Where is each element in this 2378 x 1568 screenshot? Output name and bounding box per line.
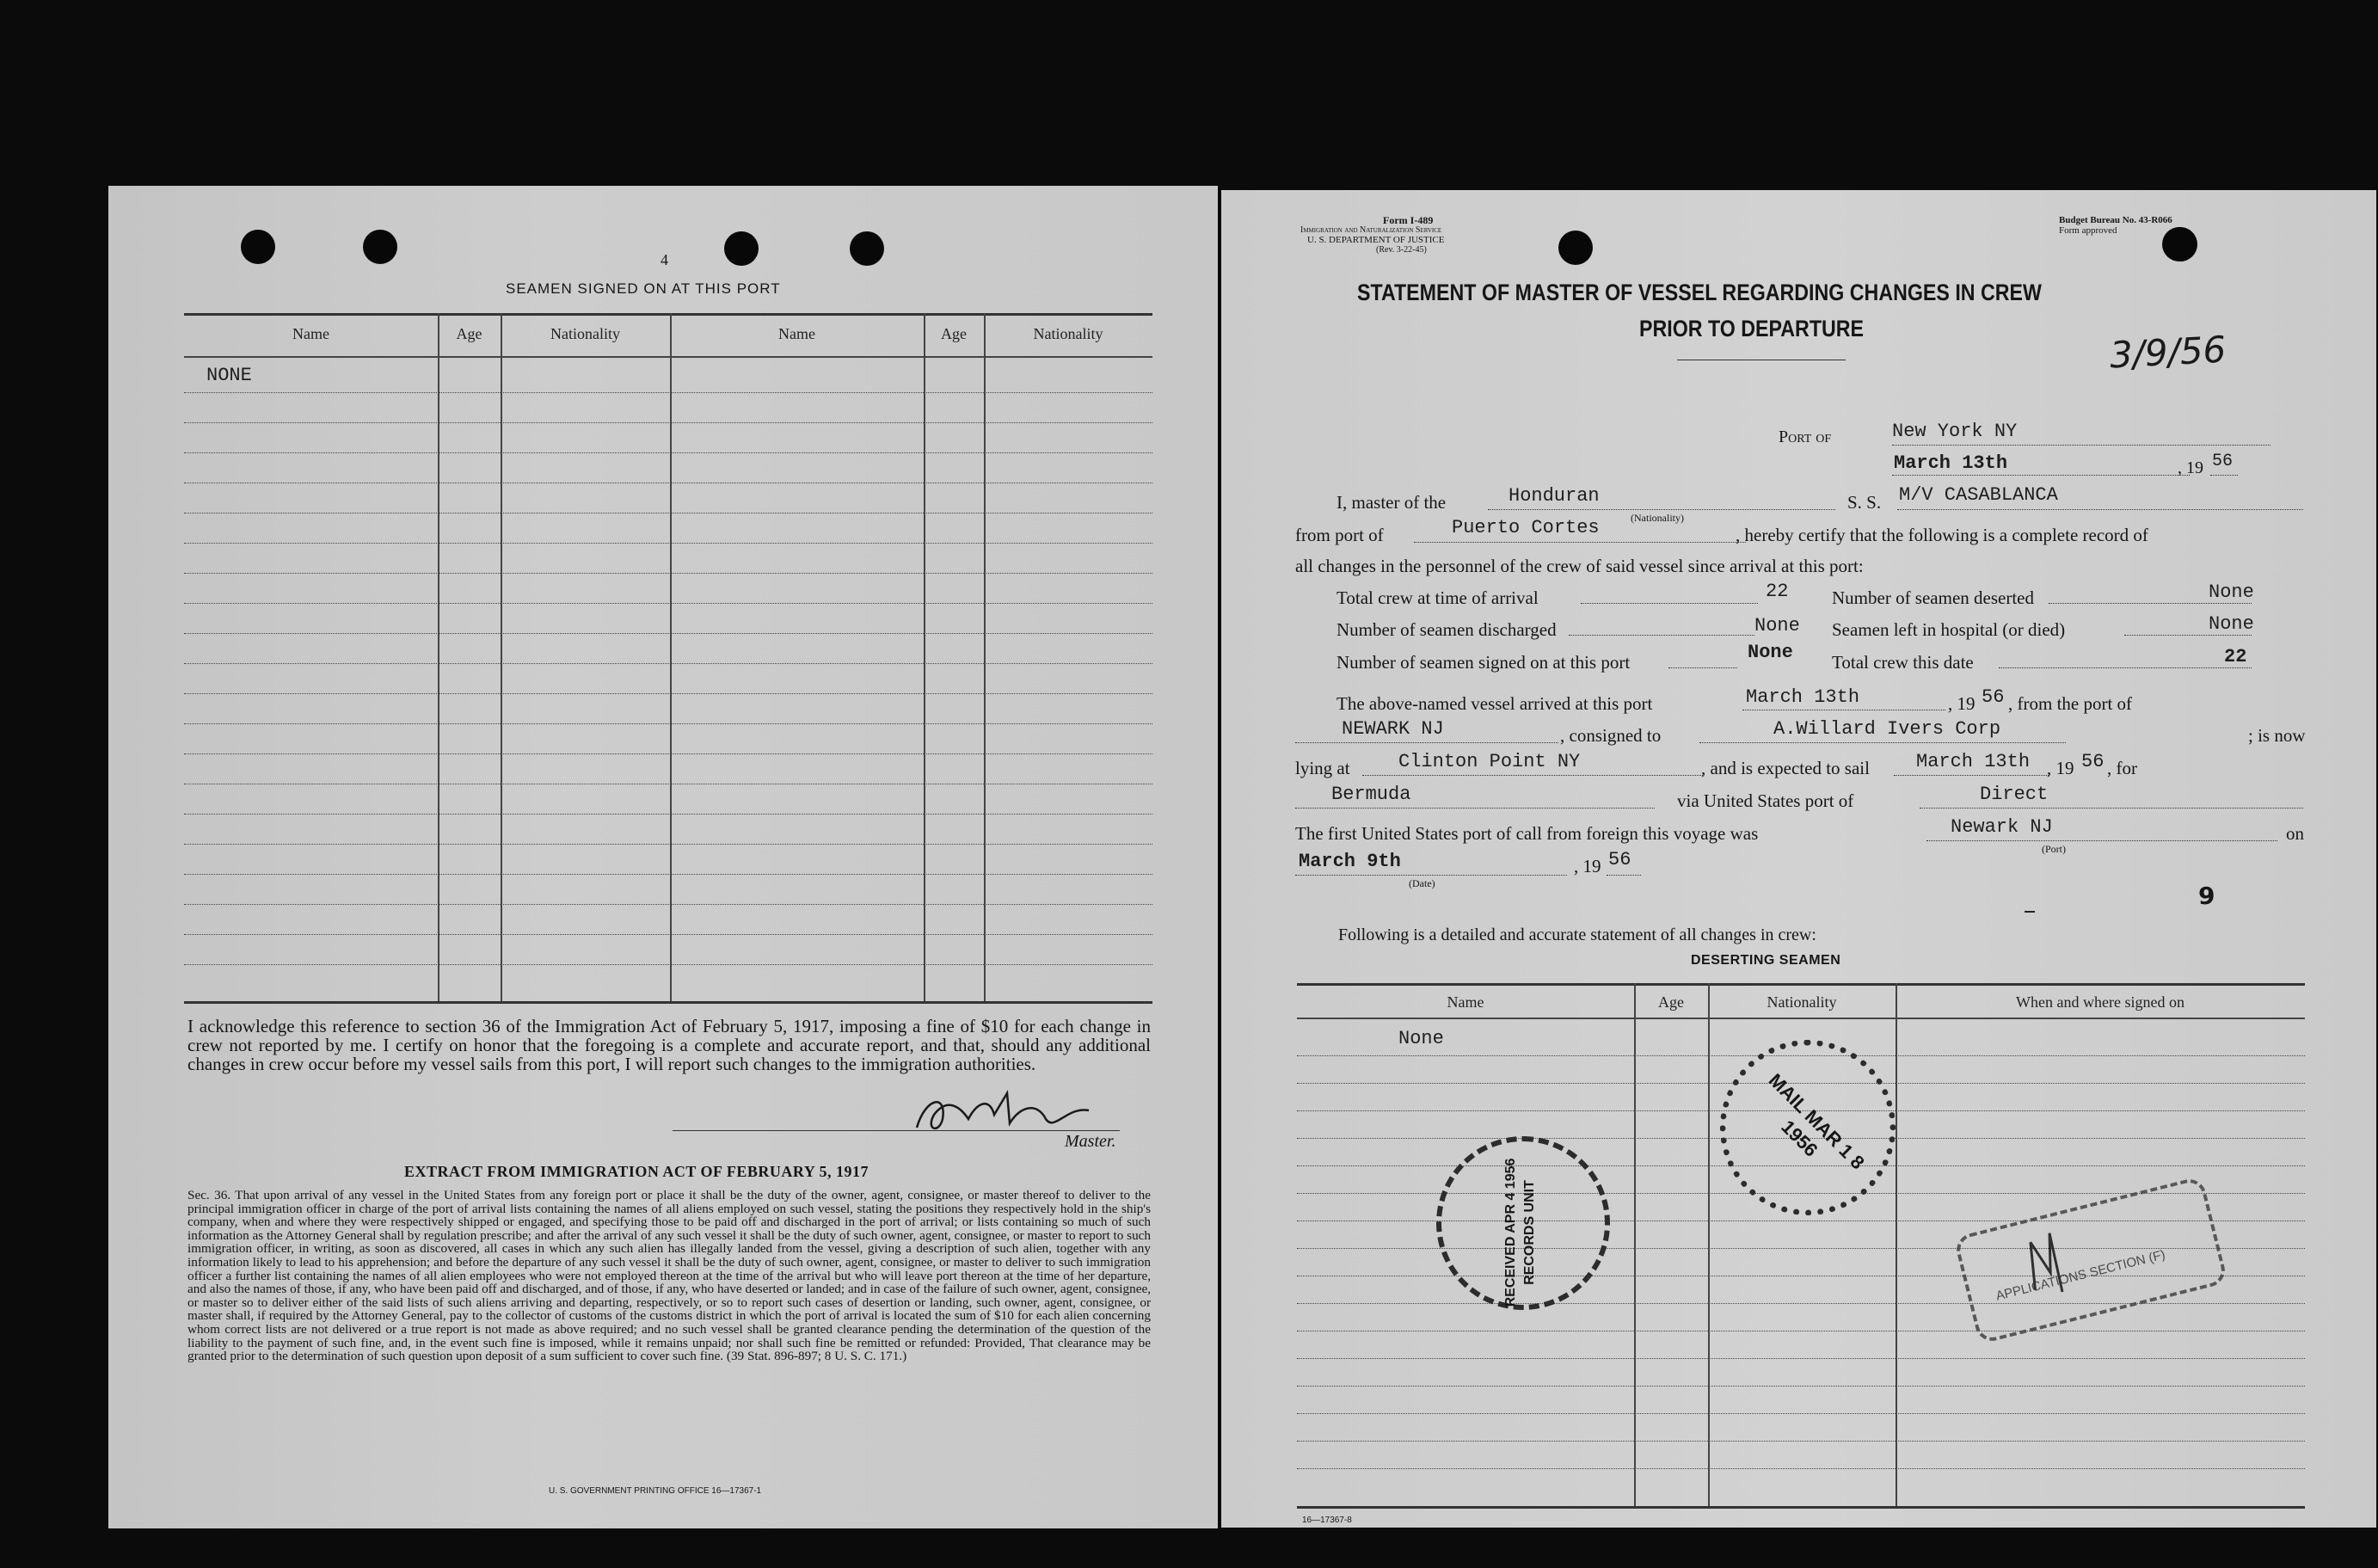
certify-text: , hereby certify that the following is a complete record of [1736,525,2148,545]
department-line: U. S. DEPARTMENT OF JUSTICE [1307,235,1445,245]
extract-text: Sec. 36. That upon arrival of any vessel in the United States from any foreign port or place it shall be the duty of the owner, agent, consignee, or master thereof to deliver to the principal immigration officer in charge of the port of arrival lists containing the names of all aliens employed on such vessel, stating the positions they respectively hold in the ship's company, when and where they were respectively shipped or engaged, and specifying those to be paid off and discharged in the port of arrival; or lists containing so much of such information as the Attorney General shall by regulation prescribe; and after the arrival of any such vessel it shall be the duty of such owner, agent, consignee, or master to report to such immigration officer, in writing, as soon as discovered, all cases in which any such alien has illegally landed from the vessel, giving a description of such alien, together with any information likely to lead to his apprehension; and before the departure of any such vessel it shall be the duty of such owner, agent, consignee, or master to deliver to such immigration officer a further list containing the names of all alien employees who were not employed thereon at the time of the arrival but who will leave port thereon at the time of her departure, and also the names of those, if any, who have been paid off and discharged, and of those, if any, who have deserted or landed; and in case of the failure of such owner, agent, consignee, or master so to deliver either of the said lists of such aliens arriving and departing, respectively, or so to report such cases of desertion or landing, such owner, agent, consignee, or master shall, if required by the Attorney General, pay to the collector of customs of the customs district in which the port of arrival is located the sum of $10 for each alien concerning whom correct lists are not delivered or a true report is not made as above required; and no such vessel shall be granted clearance pending the determination of the question of the liability to the payment of such fine, and, in the event such fine is imposed, while it remains unpaid; nor shall such fine be remitted or refunded: Provided, That clearance may be granted prior to the determination of such question upon deposit of a sum sufficient to cover such fine. (39 Stat. 896-897; 8 U. S. C. 171.) [187,1188,1151,1364]
deserting-entry: None [1398,1028,1444,1049]
column-header-nationality: Nationality [1033,325,1103,342]
date-caption: (Date) [1409,877,1435,889]
form-approved: Form approved [2059,225,2117,236]
punch-hole [2162,227,2197,261]
punch-hole [241,230,275,264]
first-year-value: 56 [1608,849,1631,870]
extract-title: EXTRACT FROM IMMIGRATION ACT OF FEBRUARY 5, 1917 [404,1163,869,1180]
punch-hole [850,231,884,266]
following-text: Following is a detailed and accurate statement of all changes in crew: [1338,925,1816,944]
mail-stamp [1720,1040,1896,1215]
first-date-value: March 9th [1299,851,1401,872]
column-header-age: Age [941,325,967,342]
column-header-name: Name [1447,993,1484,1011]
page-number: 4 [661,251,668,268]
punch-hole [724,231,759,266]
seamen-discharged-value: None [1754,615,1800,636]
seamen-deserted-value: None [2209,581,2254,603]
seamen-hospital-value: None [2209,613,2254,635]
expected-label: , and is expected to sail [1701,758,1870,778]
printer-line: 16—17367-8 [1302,1516,1352,1525]
for-label: , for [2107,758,2137,778]
total-crew-date-value: 22 [2224,646,2247,667]
budget-bureau: Budget Bureau No. 43-R066 [2059,215,2172,225]
vessel-value: M/V CASABLANCA [1899,484,2058,506]
form-subtitle: PRIOR TO DEPARTURE [1639,316,1865,341]
sail-year-value: 56 [2081,751,2105,772]
via-label: via United States port of [1677,790,1854,811]
table-entry: NONE [206,365,252,386]
seamen-hospital-label: Seamen left in hospital (or died) [1832,619,2066,640]
arrived-year-value: 56 [1982,686,2005,708]
arrived-value: March 13th [1746,686,1860,708]
sheet-mark: 9 [2198,882,2215,910]
via-value: Direct [1980,784,2049,805]
column-header-age: Age [1658,993,1684,1011]
column-header-nationality: Nationality [1767,993,1837,1011]
port-value: New York NY [1892,421,2018,442]
master-of-label: I, master of the [1336,492,1447,513]
on-label: on [2286,823,2304,844]
seamen-discharged-label: Number of seamen discharged [1336,619,1557,640]
first-year: , 19 [1574,856,1601,876]
section-title: SEAMEN SIGNED ON AT THIS PORT [506,280,781,297]
total-crew-arrival-value: 22 [1766,581,1789,602]
total-crew-date-label: Total crew this date [1832,652,1974,673]
seamen-signed-on-value: None [1748,642,1793,663]
applications-stamp-text: APPLICATIONS SECTION (F) [1994,1247,2167,1304]
right-page [1221,190,2376,1528]
destination-value: Bermuda [1331,784,1411,805]
port-label: Port of [1779,427,1832,446]
is-now-label: ; is now [2248,725,2306,746]
lying-value: Clinton Point NY [1398,751,1581,772]
from-port-value: Puerto Cortes [1452,517,1600,538]
column-header-nationality: Nationality [550,325,620,342]
first-port-value: Newark NJ [1951,816,2053,838]
column-header-signed-on: When and where signed on [2016,993,2184,1011]
seamen-signed-on-label: Number of seamen signed on at this port [1336,652,1631,673]
records-unit-stamp [1436,1136,1610,1310]
nationality-caption: (Nationality) [1631,512,1684,524]
punch-hole [363,230,397,264]
total-crew-arrival-label: Total crew at time of arrival [1336,587,1539,608]
sail-year: , 19 [2047,758,2074,778]
previous-port-value: NEWARK NJ [1342,718,1444,740]
nationality-value: Honduran [1509,485,1600,507]
master-label: Master. [1065,1132,1116,1151]
consignee-value: A.Willard Ivers Corp [1773,718,2001,740]
date-value: March 13th [1894,452,2008,474]
left-page [108,186,1218,1528]
revision-line: (Rev. 3-22-45) [1376,245,1427,255]
form-title: STATEMENT OF MASTER OF VESSEL REGARDING CHANGES IN CREW [1357,280,2042,305]
consigned-label: , consigned to [1560,725,1662,746]
year-prefix: , 19 [2178,458,2203,477]
agency-line: Immigration and Naturalization Service [1300,225,1442,235]
column-header-name: Name [292,325,329,342]
deserting-title: DESERTING SEAMEN [1691,953,1841,968]
first-port-label: The first United States port of call from foreign this voyage was [1295,823,1759,844]
column-header-name: Name [778,325,815,342]
arrived-label: The above-named vessel arrived at this port [1336,693,1653,714]
handwritten-date: 3/9/56 [2108,328,2227,377]
printer-line: U. S. GOVERNMENT PRINTING OFFICE 16—17367-1 [549,1486,762,1496]
column-header-age: Age [456,325,482,342]
from-the-port-label: , from the port of [2008,693,2133,714]
from-port-label: from port of [1295,525,1384,545]
seamen-deserted-label: Number of seamen deserted [1832,587,2034,608]
ss-label: S. S. [1847,492,1882,513]
lying-label: lying at [1295,758,1350,778]
port-caption: (Port) [2042,843,2066,855]
year-value: 56 [2212,452,2234,471]
sail-date-value: March 13th [1916,751,2031,772]
mail-stamp-text: MAIL MAR 1 8 1956 [1764,1069,1869,1174]
records-unit-stamp-text: RECEIVED APR 4 1956 RECORDS UNIT [1503,1158,1537,1307]
arrived-year: , 19 [1948,693,1976,714]
acknowledgment-text: I acknowledge this reference to section 36 of the Immigration Act of February 5, 1917, imposing a fine of $10 for each change in crew not reported by me. I certify on honor that the foregoing is a complete and accurate report, and that, should any additional changes in crew occur before my vessel sails from this port, I will report such changes to the immigration authorities. [187,1016,1151,1074]
signed-on-table [184,313,1152,1001]
punch-hole [1558,231,1593,265]
form-number: Form I-489 [1383,214,1434,226]
certify-text-2: all changes in the personnel of the crew of said vessel since arrival at this port: [1295,556,1864,576]
